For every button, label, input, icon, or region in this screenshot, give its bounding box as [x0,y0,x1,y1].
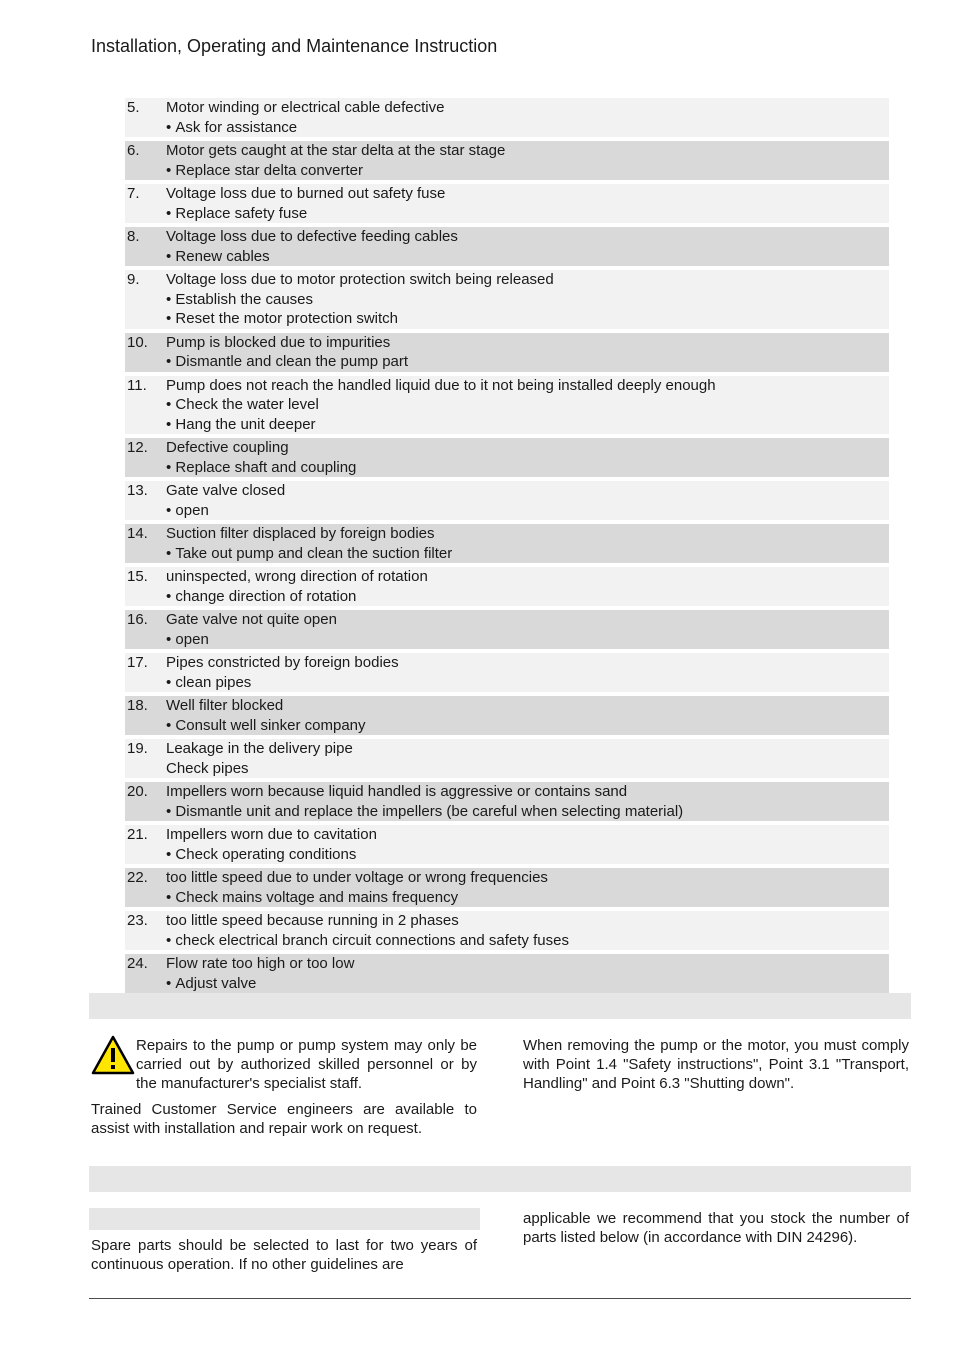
row-description [166,911,889,950]
remedy-bullet: • open [166,501,889,521]
troubleshooting-row [125,954,889,993]
remedy-text: Check pipes [166,759,249,777]
troubleshooting-row [125,868,889,907]
troubleshooting-row [125,610,889,649]
fault-cause: Motor gets caught at the star delta at the star stage [166,142,506,159]
troubleshooting-row [125,825,889,864]
row-number: 16. [125,610,166,649]
remedy-bullet: • Replace star delta converter [166,161,889,181]
section-heading-bar-spare-parts [89,1166,911,1192]
row-number: 17. [125,653,166,692]
troubleshooting-row [125,184,889,223]
troubleshooting-row [125,739,889,778]
fault-cause: Gate valve closed [166,482,286,499]
remedy-bullet: • change direction of rotation [166,587,889,607]
fault-cause: Pump is blocked due to impurities [166,333,391,351]
fault-cause: Motor winding or electrical cable defective [166,99,445,116]
fault-cause: Defective coupling [166,439,289,456]
row-description [166,141,889,180]
row-description [166,184,889,223]
fault-cause: Gate valve not quite open [166,611,337,628]
footer-rule [89,1298,911,1299]
troubleshooting-row [125,270,889,329]
row-description [166,696,889,735]
repair-warning-text: Repairs to the pump or pump system may only be carried out by authorized skilled personnel or by the manufacturer's specialist staff. [136,1037,477,1092]
row-number: 15. [125,567,166,606]
fault-cause: Impellers worn due to cavitation [166,826,377,843]
troubleshooting-row [125,653,889,692]
troubleshooting-row [125,227,889,266]
row-description [166,782,889,821]
row-description [166,653,889,692]
subsection-heading-bar [89,1208,480,1230]
row-number: 22. [125,868,166,907]
row-description [166,739,889,778]
remedy-bullet: • Reset the motor protection switch [166,309,889,329]
warning-icon [91,1035,135,1075]
row-description [166,954,889,993]
remedy-bullet: • Check the water level [166,395,889,415]
remedy-bullet: • Take out pump and clean the suction filter [166,544,889,564]
row-description [166,868,889,907]
remedy-bullet: • Dismantle unit and replace the impellers (be careful when selecting material) [166,802,889,822]
troubleshooting-row [125,696,889,735]
remedy-bullet: • Consult well sinker company [166,716,889,736]
remedy-bullet: • Dismantle and clean the pump part [166,352,889,372]
customer-service-text: Trained Customer Service engineers are available to assist with installation and repair work on request. [91,1101,477,1137]
troubleshooting-row [125,376,889,435]
fault-cause: Pipes constricted by foreign bodies [166,654,399,671]
row-number: 23. [125,911,166,950]
row-number: 8. [125,227,166,266]
spare-parts-text-left: Spare parts should be selected to last for two years of continuous operation. If no other guidelines are [91,1237,477,1273]
row-description [166,376,889,435]
row-description [166,270,889,329]
row-description [166,481,889,520]
fault-cause: Leakage in the delivery pipe [166,740,353,757]
row-number: 10. [125,333,166,372]
spare-parts-text-right: applicable we recommend that you stock the number of parts listed below (in accordance with DIN 24296). [523,1210,909,1246]
document-header-title: Installation, Operating and Maintenance Instruction [91,36,498,56]
troubleshooting-row [125,567,889,606]
remedy-bullet: • Check mains voltage and mains frequency [166,888,889,908]
row-description [166,98,889,137]
fault-cause: too little speed because running in 2 phases [166,912,459,929]
troubleshooting-row [125,524,889,563]
remedy-bullet: • Replace shaft and coupling [166,458,889,478]
fault-cause: Pump does not reach the handled liquid due to it not being installed deeply enough [166,376,716,394]
row-number: 18. [125,696,166,735]
row-number: 6. [125,141,166,180]
remedy-bullet: • Replace safety fuse [166,204,889,224]
row-number: 24. [125,954,166,993]
removal-instructions-text: When removing the pump or the motor, you must comply with Point 1.4 "Safety instructions", Point 3.1 "Transport, Handling" and Point 6.3 "Shutting down". [523,1037,909,1092]
remedy-bullet: • open [166,630,889,650]
row-number: 13. [125,481,166,520]
remedy-bullet: • Check operating conditions [166,845,889,865]
remedy-bullet: • check electrical branch circuit connections and safety fuses [166,931,889,951]
row-description [166,610,889,649]
troubleshooting-row [125,911,889,950]
remedy-bullet: • Ask for assistance [166,118,889,138]
row-number: 21. [125,825,166,864]
remedy-bullet: • Hang the unit deeper [166,415,889,435]
fault-cause: Voltage loss due to motor protection switch being released [166,271,554,288]
row-number: 19. [125,739,166,778]
row-number: 5. [125,98,166,137]
row-description [166,524,889,563]
fault-cause: too little speed due to under voltage or wrong frequencies [166,869,548,886]
row-description [166,825,889,864]
troubleshooting-row [125,481,889,520]
row-number: 12. [125,438,166,477]
remedy-bullet: • clean pipes [166,673,889,693]
troubleshooting-row [125,98,889,137]
section-heading-bar-repairs [89,993,911,1019]
row-number: 7. [125,184,166,223]
troubleshooting-row [125,438,889,477]
troubleshooting-row [125,141,889,180]
row-number: 9. [125,270,166,329]
fault-cause: Suction filter displaced by foreign bodies [166,525,435,542]
row-number: 20. [125,782,166,821]
troubleshooting-row [125,782,889,821]
fault-cause: Flow rate too high or too low [166,955,355,972]
fault-cause: Impellers worn because liquid handled is aggressive or contains sand [166,783,628,800]
fault-cause: Voltage loss due to defective feeding cables [166,228,458,245]
row-description [166,227,889,266]
troubleshooting-row [125,333,889,372]
remedy-bullet: • Adjust valve [166,974,889,994]
fault-cause: Well filter blocked [166,697,284,714]
remedy-bullet: • Renew cables [166,247,889,267]
remedy-bullet: • Establish the causes [166,290,889,310]
fault-cause: uninspected, wrong direction of rotation [166,568,428,585]
fault-cause: Voltage loss due to burned out safety fuse [166,185,446,202]
row-description [166,333,889,372]
row-description [166,567,889,606]
row-description [166,438,889,477]
troubleshooting-table [125,94,889,997]
row-number: 14. [125,524,166,563]
row-number: 11. [125,376,166,435]
